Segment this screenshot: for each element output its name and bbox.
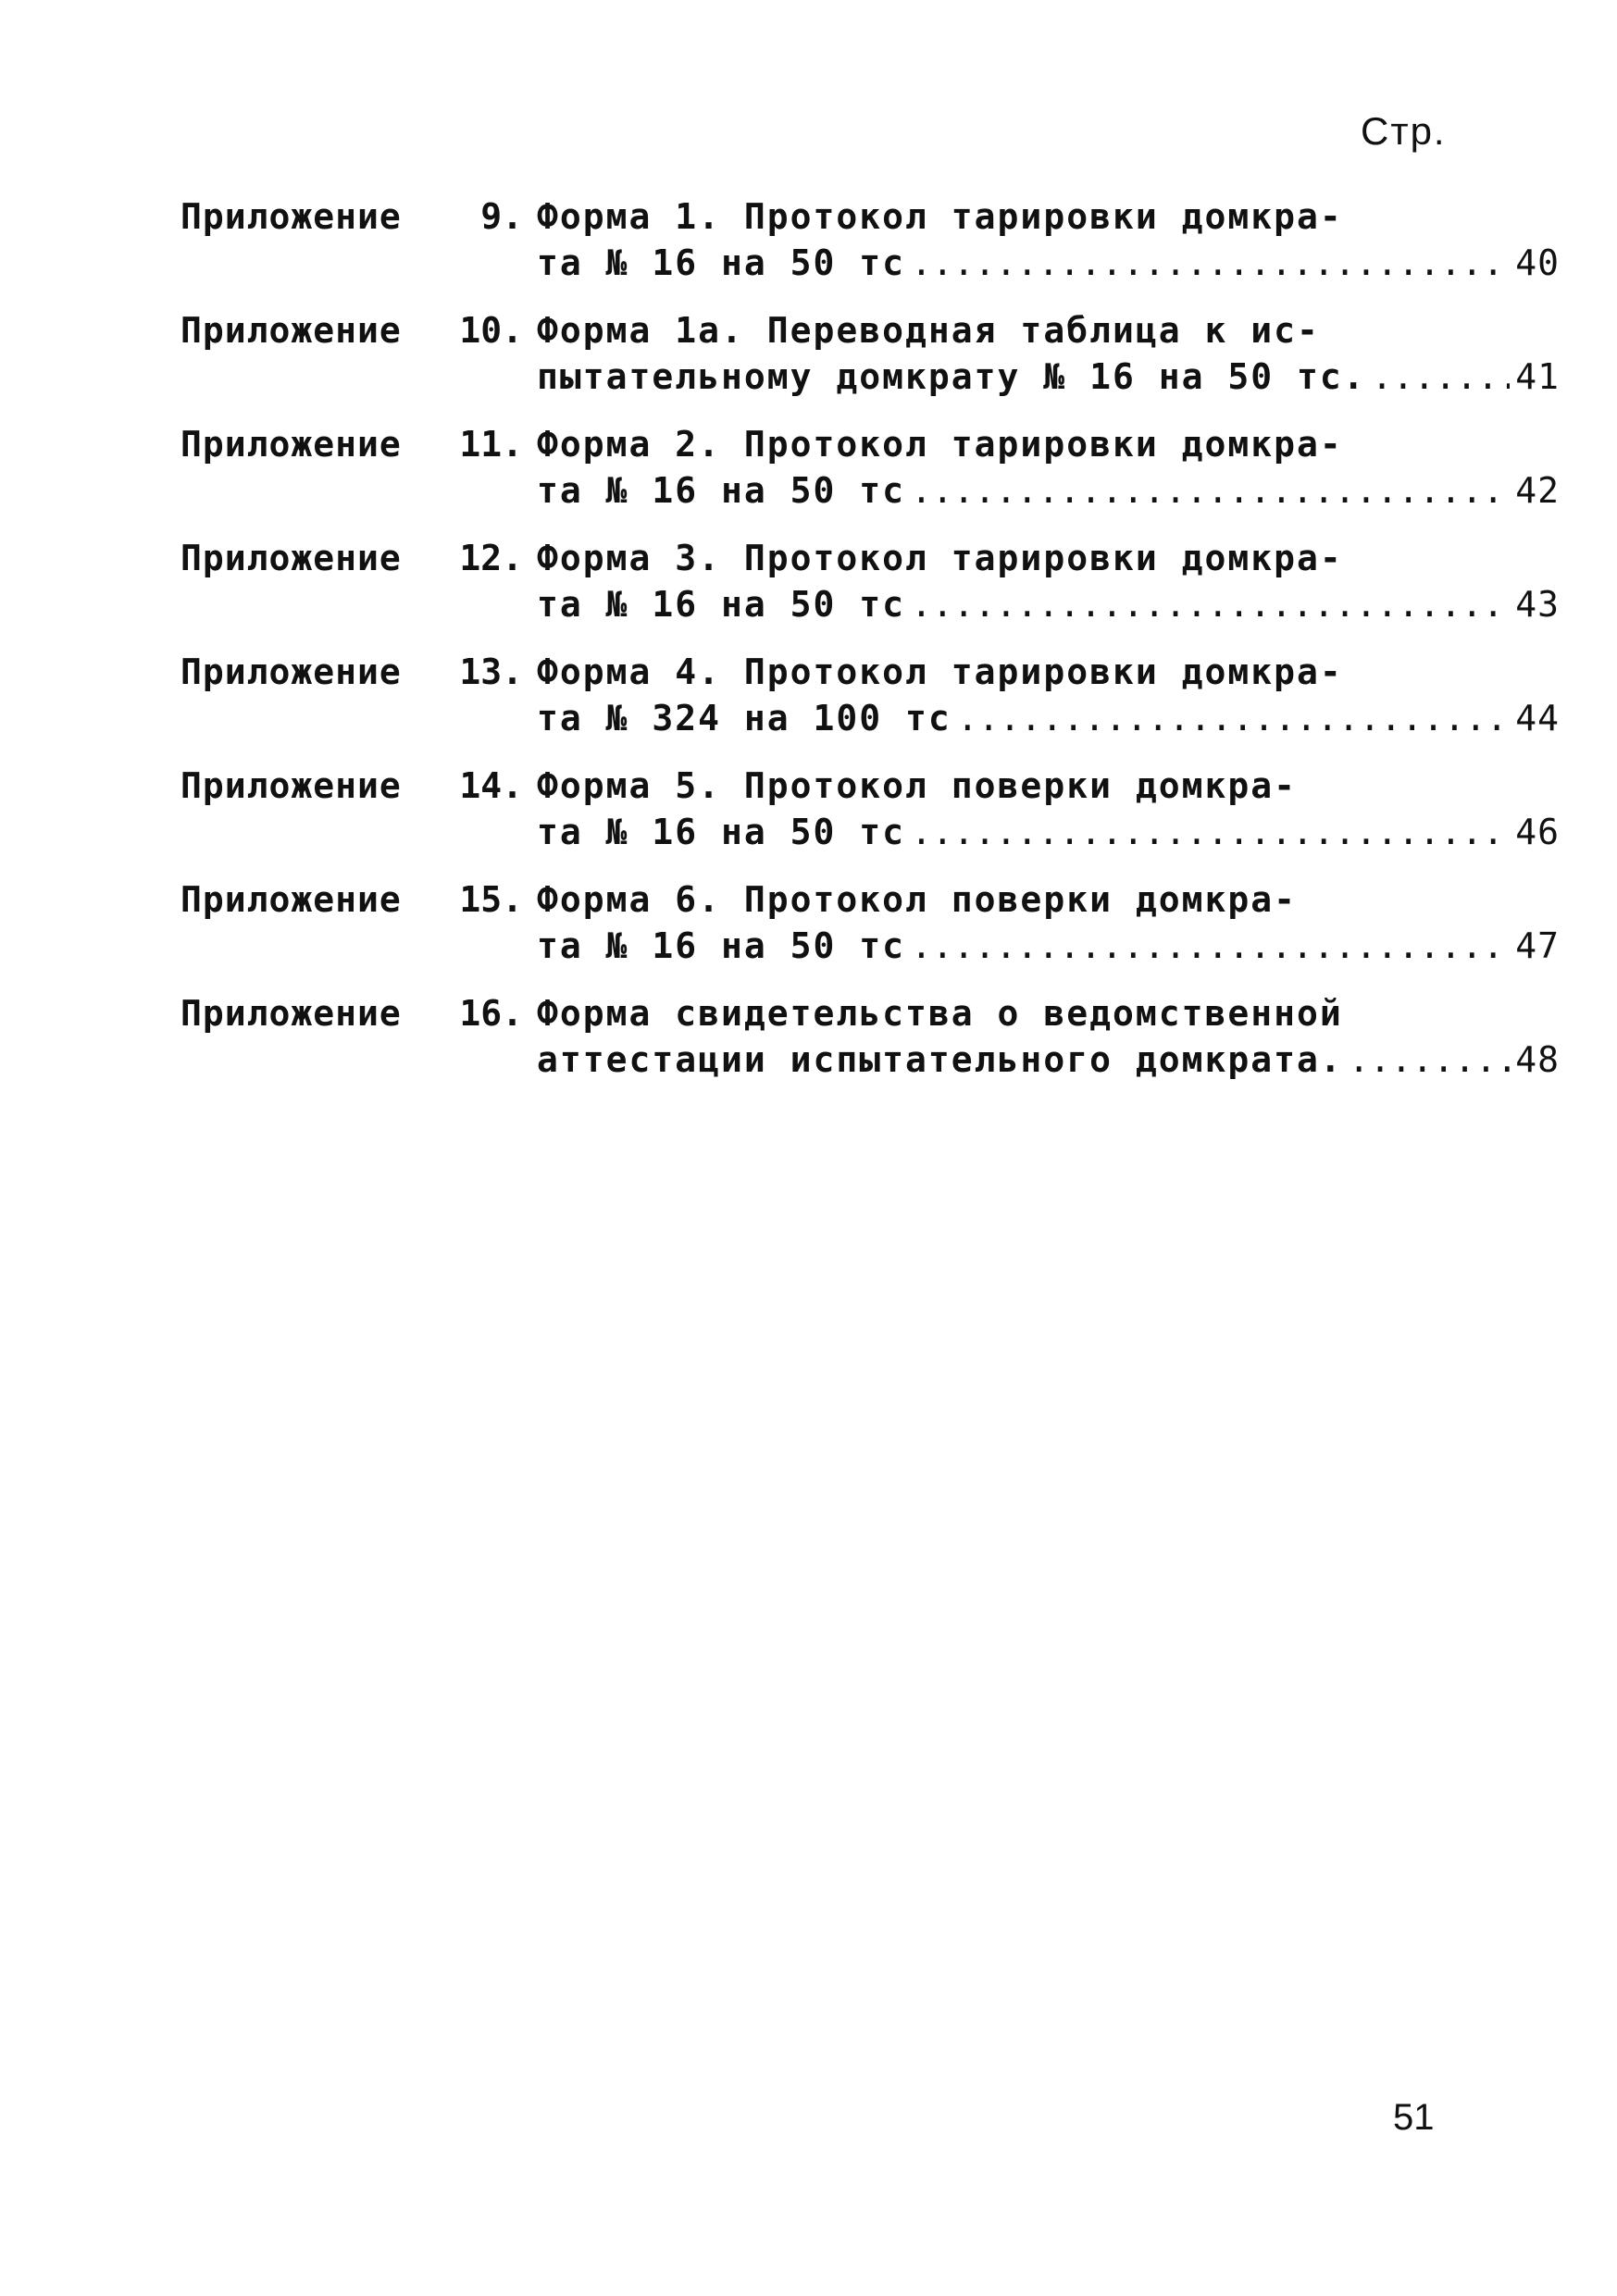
toc-entry-label: Приложение — [180, 765, 402, 806]
toc-entry-title-line2-row — [537, 1037, 1560, 1082]
toc-leader-dots — [911, 810, 1510, 854]
toc-entry-title-line2: та № 16 на 50 тс — [537, 470, 906, 511]
toc-entry-12 — [180, 536, 1560, 650]
toc-leader-dots — [957, 696, 1510, 740]
table-of-contents — [180, 194, 1560, 1105]
toc-entry-title-line2-row — [537, 468, 1560, 513]
toc-leader-dots — [911, 582, 1510, 627]
toc-entry-page: 47 — [1515, 925, 1560, 966]
toc-entry-number: 11. — [459, 424, 523, 465]
toc-entry-label: Приложение — [180, 879, 402, 920]
toc-entry-page: 43 — [1515, 584, 1560, 625]
toc-entry-15 — [180, 877, 1560, 991]
toc-entry-16 — [180, 991, 1560, 1105]
toc-entry-label: Приложение — [180, 196, 402, 237]
toc-leader-dots — [1372, 354, 1511, 399]
toc-entry-title-line2: пытательному домкрату № 16 на 50 тс. — [537, 356, 1366, 397]
toc-entry-label: Приложение — [180, 310, 402, 351]
toc-entry-page: 44 — [1515, 698, 1560, 738]
toc-entry-label: Приложение — [180, 652, 402, 692]
toc-entry-number: 13. — [459, 652, 523, 692]
toc-entry-number: 9. — [480, 196, 523, 237]
toc-entry-title-line1: Форма 4. Протокол тарировки домкра- — [537, 652, 1343, 692]
toc-entry-label: Приложение — [180, 538, 402, 578]
page-column-header: Стр. — [1361, 109, 1447, 153]
toc-leader-dots — [1349, 1037, 1511, 1082]
toc-entry-title-line1: Форма 1. Протокол тарировки домкра- — [537, 196, 1343, 237]
toc-entry-page: 41 — [1515, 356, 1560, 397]
toc-entry-title-line2: та № 324 на 100 тс — [537, 698, 952, 738]
toc-entry-page: 46 — [1515, 812, 1560, 852]
toc-entry-number: 16. — [459, 993, 523, 1034]
toc-entry-10 — [180, 308, 1560, 422]
toc-entry-number: 10. — [459, 310, 523, 351]
toc-entry-title-line2: та № 16 на 50 тс — [537, 242, 906, 283]
toc-entry-number: 14. — [459, 765, 523, 806]
toc-entry-page: 42 — [1515, 470, 1560, 511]
toc-entry-11 — [180, 422, 1560, 536]
toc-entry-title-line1: Форма 1а. Переводная таблица к ис- — [537, 310, 1320, 351]
toc-entry-title-line1: Форма свидетельства о ведомственной — [537, 993, 1343, 1034]
toc-entry-label: Приложение — [180, 424, 402, 465]
toc-entry-title-line2-row — [537, 924, 1560, 968]
page-number: 51 — [1393, 2097, 1435, 2138]
toc-entry-title-line1: Форма 6. Протокол поверки домкра- — [537, 879, 1297, 920]
toc-leader-dots — [911, 924, 1510, 968]
toc-entry-title-line2: та № 16 на 50 тс — [537, 812, 906, 852]
toc-entry-title-line2-row — [537, 696, 1560, 740]
toc-entry-number: 12. — [459, 538, 523, 578]
toc-entry-page: 40 — [1515, 242, 1560, 283]
toc-entry-title-line2-row — [537, 241, 1560, 285]
toc-entry-title-line1: Форма 2. Протокол тарировки домкра- — [537, 424, 1343, 465]
toc-entry-title-line2-row — [537, 582, 1560, 627]
toc-leader-dots — [911, 241, 1510, 285]
toc-entry-title-line2-row — [537, 354, 1560, 399]
toc-entry-label: Приложение — [180, 993, 402, 1034]
toc-entry-page: 48 — [1515, 1039, 1560, 1080]
toc-entry-title-line1: Форма 5. Протокол поверки домкра- — [537, 765, 1297, 806]
toc-entry-title-line2: аттестации испытательного домкрата. — [537, 1039, 1343, 1080]
toc-entry-title-line1: Форма 3. Протокол тарировки домкра- — [537, 538, 1343, 578]
toc-entry-title-line2: та № 16 на 50 тс — [537, 925, 906, 966]
toc-entry-title-line2-row — [537, 810, 1560, 854]
toc-entry-13 — [180, 650, 1560, 763]
toc-entry-number: 15. — [459, 879, 523, 920]
toc-entry-14 — [180, 763, 1560, 877]
toc-entry-9 — [180, 194, 1560, 308]
toc-entry-title-line2: та № 16 на 50 тс — [537, 584, 906, 625]
toc-leader-dots — [911, 468, 1510, 513]
